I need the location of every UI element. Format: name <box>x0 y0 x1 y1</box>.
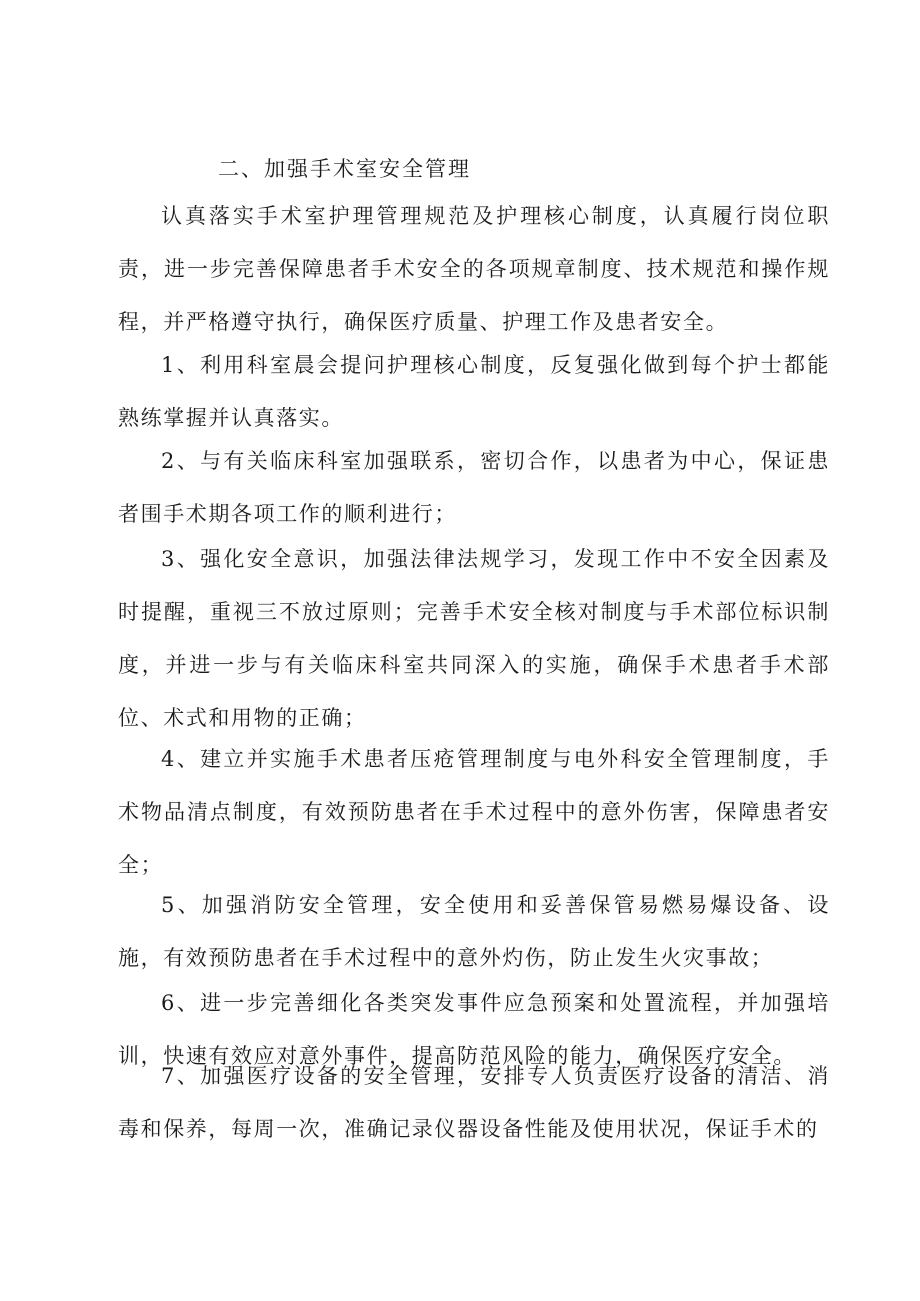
paragraph-item-5: 5、加强消防安全管理，安全使用和妥善保管易燃易爆设备、设施，有效预防患者在手术过程中的意外灼伤，防止发生火灾事故； <box>118 893 830 970</box>
paragraph-item-1: 1、利用科室晨会提问护理核心制度，反复强化做到每个护士都能熟练掌握并认真落实。 <box>118 353 830 430</box>
paragraph-item-7: 7、加强医疗设备的安全管理，安排专人负责医疗设备的清洁、消毒和保养，每周一次，准确记录仪器设备性能及使用状况，保证手术的 <box>118 1064 830 1141</box>
paragraph-item-2: 2、与有关临床科室加强联系，密切合作，以患者为中心，保证患者围手术期各项工作的顺利进行； <box>118 449 830 526</box>
paragraph-intro: 认真落实手术室护理管理规范及护理核心制度，认真履行岗位职责，进一步完善保障患者手术安全的各项规章制度、技术规范和操作规程，并严格遵守执行，确保医疗质量、护理工作及患者安全。 <box>118 204 830 334</box>
paragraph-item-6: 6、进一步完善细化各类突发事件应急预案和处置流程，并加强培训，快速有效应对意外事件，提高防范风险的能力，确保医疗安全。 <box>118 991 830 1068</box>
paragraph-item-4: 4、建立并实施手术患者压疮管理制度与电外科安全管理制度，手术物品清点制度，有效预防患者在手术过程中的意外伤害，保障患者安全； <box>118 747 830 877</box>
section-heading: 二、加强手术室安全管理 <box>218 157 471 181</box>
paragraph-item-3: 3、强化安全意识，加强法律法规学习，发现工作中不安全因素及时提醒，重视三不放过原则；完善手术安全核对制度与手术部位标识制度，并进一步与有关临床科室共同深入的实施，确保手术患者手术部位、术式和用物的正确； <box>118 547 830 730</box>
